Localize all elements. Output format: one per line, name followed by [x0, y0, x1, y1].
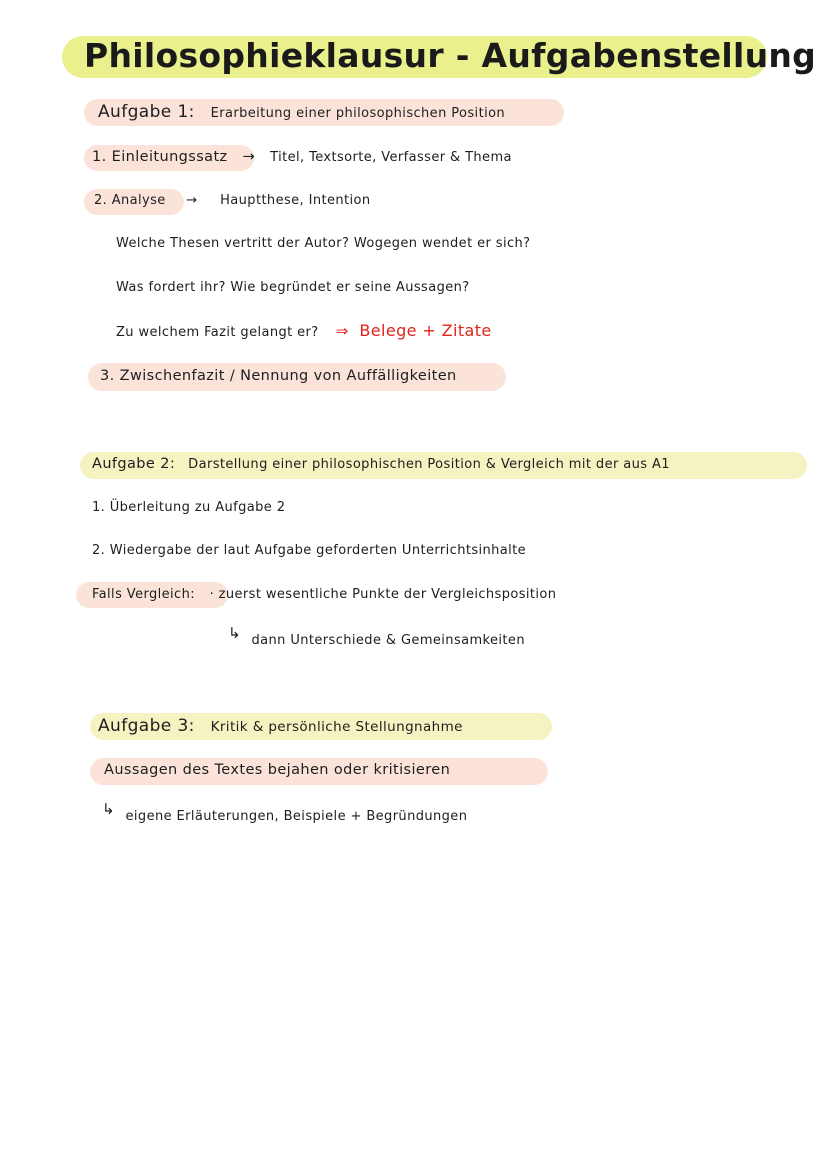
arrow-down-right-icon: ↳ — [102, 800, 115, 818]
aufgabe1-step2-label: 2. Analyse — [94, 193, 166, 208]
aufgabe2-compare-row — [92, 587, 556, 602]
aufgabe2-heading-label: Aufgabe 2: — [92, 456, 176, 472]
aufgabe1-step1-text: Titel, Textsorte, Verfasser & Thema — [270, 150, 512, 165]
aufgabe3-detail: eigene Erläuterungen, Beispiele + Begründungen — [125, 809, 468, 824]
arrow-down-right-icon: ↳ — [228, 624, 241, 642]
aufgabe1-heading — [98, 102, 505, 122]
aufgabe1-heading-text: Erarbeitung einer philosophischen Position — [210, 106, 506, 121]
aufgabe2-compare-label: Falls Vergleich: — [92, 587, 196, 602]
page-title: Philosophieklausur - Aufgabenstellung — [84, 36, 817, 75]
aufgabe2-step1: 1. Überleitung zu Aufgabe 2 — [92, 500, 286, 515]
aufgabe1-heading-label: Aufgabe 1: — [98, 102, 195, 122]
aufgabe2-compare-point2-row — [228, 624, 525, 648]
aufgabe1-step2-text: Hauptthese, Intention — [220, 193, 371, 208]
aufgabe3-task: Aussagen des Textes bejahen oder kritisieren — [104, 762, 451, 778]
aufgabe1-step3: 3. Zwischenfazit / Nennung von Auffälligkeiten — [100, 368, 457, 384]
aufgabe2-compare-point1: · zuerst wesentliche Punkte der Vergleichsposition — [209, 587, 557, 602]
aufgabe1-step1 — [92, 149, 512, 165]
aufgabe2-heading — [92, 456, 670, 472]
aufgabe1-question-1: Welche Thesen vertritt der Autor? Wogegen wendet er sich? — [116, 236, 531, 251]
aufgabe1-question-3: Zu welchem Fazit gelangt er? — [116, 325, 319, 340]
arrow-right-icon: → — [242, 149, 256, 165]
aufgabe1-step2 — [94, 193, 371, 208]
aufgabe2-step2: 2. Wiedergabe der laut Aufgabe geforderten Unterrichtsinhalte — [92, 543, 527, 558]
aufgabe2-heading-text: Darstellung einer philosophischen Position & Vergleich mit der aus A1 — [188, 457, 670, 472]
aufgabe1-question-2: Was fordert ihr? Wie begründet er seine Aussagen? — [116, 280, 470, 295]
double-arrow-icon: ⇒ — [335, 322, 349, 340]
aufgabe1-evidence: Belege + Zitate — [359, 321, 492, 340]
aufgabe3-heading-label: Aufgabe 3: — [98, 716, 195, 736]
aufgabe3-detail-row — [102, 800, 467, 824]
aufgabe1-step1-label: 1. Einleitungssatz — [92, 149, 228, 165]
aufgabe2-compare-point2: dann Unterschiede & Gemeinsamkeiten — [251, 633, 525, 648]
aufgabe3-heading — [98, 716, 463, 736]
aufgabe3-heading-text: Kritik & persönliche Stellungnahme — [210, 719, 463, 735]
aufgabe1-question-3-row — [116, 321, 492, 340]
arrow-right-icon: → — [186, 193, 198, 208]
